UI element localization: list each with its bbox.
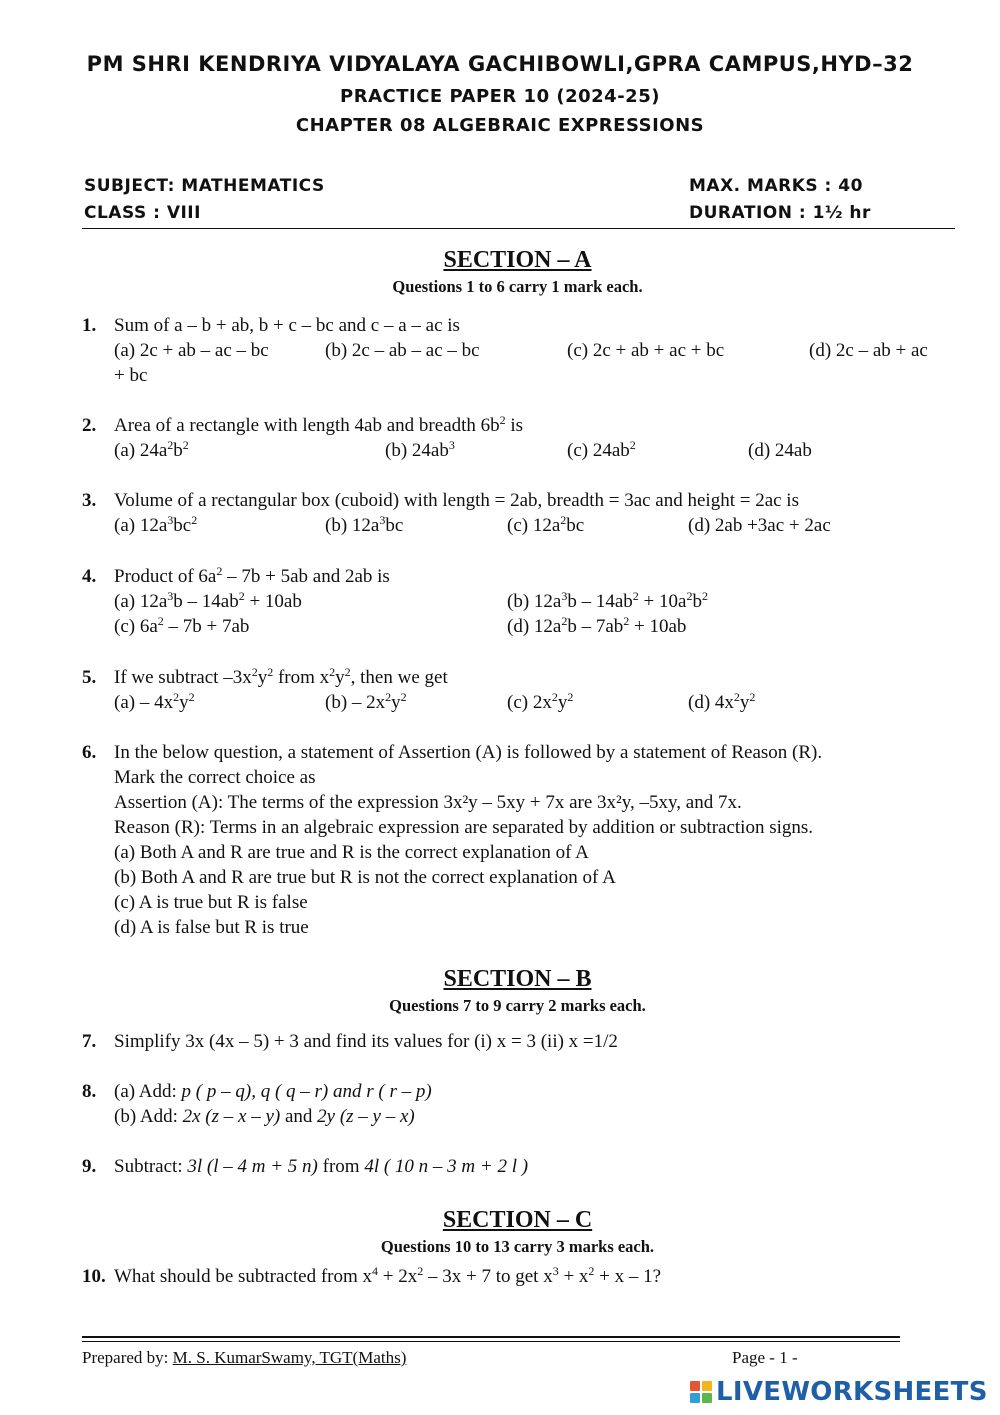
option-d: (d) A is false but R is true [114, 917, 309, 938]
question-part-a: (a) Add: p ( p – q), q ( q – r) and r ( r – p) [114, 1081, 432, 1102]
option-a: (a) $12a^3bc^2$ [114, 513, 198, 536]
question-text: Mark the correct choice as [114, 767, 316, 788]
option-d-continued: + bc [114, 365, 148, 386]
option-d: (d) 24ab [748, 440, 812, 461]
option-c: (c) A is true but R is false [114, 892, 308, 913]
question-text: In the below question, a statement of Assertion (A) is followed by a statement of Reason (R). [114, 742, 823, 763]
reason-text: Reason (R): Terms in an algebraic expression are separated by addition or subtraction signs. [114, 817, 814, 838]
author-name: M. S. KumarSwamy, TGT(Maths) [172, 1348, 407, 1367]
question-number: 2. [82, 415, 97, 436]
option-c: (c) $6a^2 - 7b + 7ab$ [114, 614, 250, 637]
question-number: 6. [82, 742, 97, 763]
question-number: 8. [82, 1081, 97, 1102]
section-b-subtitle: Questions 7 to 9 carry 2 marks each. [389, 996, 646, 1015]
liveworksheets-logo-icon [690, 1381, 712, 1403]
question-text: Subtract: 3l (l – 4 m + 5 n) from 4l ( 10 n – 3 m + 2 l ) [114, 1156, 529, 1177]
section-c-subtitle: Questions 10 to 13 carry 3 marks each. [380, 1237, 655, 1256]
subject-label: SUBJECT: MATHEMATICS [84, 176, 325, 196]
option-a: (a) $24a^2b^2$ [114, 438, 189, 461]
option-d: (d) 2ab +3ac + 2ac [688, 515, 831, 536]
paper-title: PRACTICE PAPER 10 (2024-25) [340, 86, 660, 107]
question-text: Volume of a rectangular box (cuboid) with length = 2ab, breadth = 3ac and height = 2ac is [114, 490, 799, 511]
class-label: CLASS : VIII [84, 203, 201, 223]
option-a: (a) 2c + ab – ac – bc [114, 340, 269, 361]
option-d: (d) $4x^2y^2$ [688, 690, 756, 713]
section-b-heading [0, 965, 1000, 1017]
section-b-title: SECTION – B [443, 966, 592, 992]
assertion-text: Assertion (A): The terms of the expression 3x²y – 5xy + 7x are 3x²y, –5xy, and 7x. [114, 792, 742, 813]
question-text: Sum of a – b + ab, b + c – bc and c – a – ac is [114, 315, 460, 336]
option-b: (b) $24ab^3$ [385, 438, 455, 461]
option-a: (a) $12a^3b - 14ab^2 + 10ab$ [114, 589, 302, 612]
question-text: Product of $6a^2 - 7b + 5ab$ and 2ab is [114, 564, 390, 587]
question-text: What should be subtracted from $x^4 + 2x^2 - 3x + 7$ to get $x^3 + x^2 + x - 1$? [114, 1264, 662, 1287]
option-a: $(a) - 4x^2y^2$ [114, 690, 195, 713]
page-number: Page - 1 - [732, 1348, 798, 1367]
question-1 [82, 313, 962, 388]
question-text: Simplify 3x (4x – 5) + 3 and find its values for (i) x = 3 (ii) x =1/2 [114, 1031, 618, 1052]
question-number: 3. [82, 490, 97, 511]
question-10 [82, 1264, 962, 1289]
option-c: (c) 2c + ab + ac + bc [567, 340, 725, 361]
question-text: If we subtract $-3x^2y^2$ from $x^2y^2$, then we get [114, 665, 448, 688]
question-6 [82, 740, 962, 940]
option-c: (c) $12a^2bc$ [507, 513, 585, 536]
question-number: 10. [82, 1266, 106, 1287]
question-text: Area of a rectangle with length 4ab and breadth $6b^2$ is [114, 413, 524, 436]
question-number: 4. [82, 566, 97, 587]
brand-text: LIVEWORKSHEETS [716, 1377, 988, 1407]
liveworksheets-brand [690, 1378, 988, 1406]
duration-label: DURATION : 1½ hr [689, 203, 871, 223]
prepared-by: Prepared by: M. S. KumarSwamy, TGT(Maths) [82, 1348, 407, 1367]
option-c: (c) $24ab^2$ [567, 438, 636, 461]
option-c: (c) $2x^2y^2$ [507, 690, 574, 713]
question-2 [82, 413, 962, 463]
section-c-title: SECTION – C [442, 1207, 593, 1233]
section-a-title: SECTION – A [443, 247, 592, 273]
question-8 [82, 1079, 962, 1129]
footer-divider-thin [82, 1341, 900, 1342]
question-4 [82, 564, 962, 639]
section-a-heading [0, 246, 1000, 298]
option-b: (b) 2c – ab – ac – bc [325, 340, 480, 361]
question-9 [82, 1154, 962, 1179]
section-a-subtitle: Questions 1 to 6 carry 1 mark each. [392, 277, 643, 296]
question-part-b: (b) Add: 2x (z – x – y) and 2y (z – y – x) [114, 1106, 415, 1127]
school-name: PM SHRI KENDRIYA VIDYALAYA GACHIBOWLI,GPRA CAMPUS,HYD–32 [86, 52, 914, 76]
header-divider [82, 228, 955, 229]
question-number: 7. [82, 1031, 97, 1052]
option-d: (d) 2c – ab + ac [809, 340, 928, 361]
footer-divider [82, 1336, 900, 1338]
chapter-title: CHAPTER 08 ALGEBRAIC EXPRESSIONS [295, 115, 705, 136]
question-number: 1. [82, 315, 97, 336]
question-number: 9. [82, 1156, 97, 1177]
section-c-heading [0, 1206, 1000, 1258]
question-number: 5. [82, 667, 97, 688]
option-a: (a) Both A and R are true and R is the correct explanation of A [114, 842, 589, 863]
question-3 [82, 488, 962, 538]
option-d: (d) $12a^2b - 7ab^2 + 10ab$ [507, 614, 687, 637]
question-7 [82, 1029, 962, 1054]
question-5 [82, 665, 962, 715]
option-b: (b) $12a^3bc$ [325, 513, 404, 536]
option-b: (b) Both A and R are true but R is not the correct explanation of A [114, 867, 616, 888]
max-marks-label: MAX. MARKS : 40 [689, 176, 863, 196]
option-b: (b) $12a^3b - 14ab^2 + 10a^2b^2$ [507, 589, 708, 612]
option-b: $(b) - 2x^2y^2$ [325, 690, 407, 713]
